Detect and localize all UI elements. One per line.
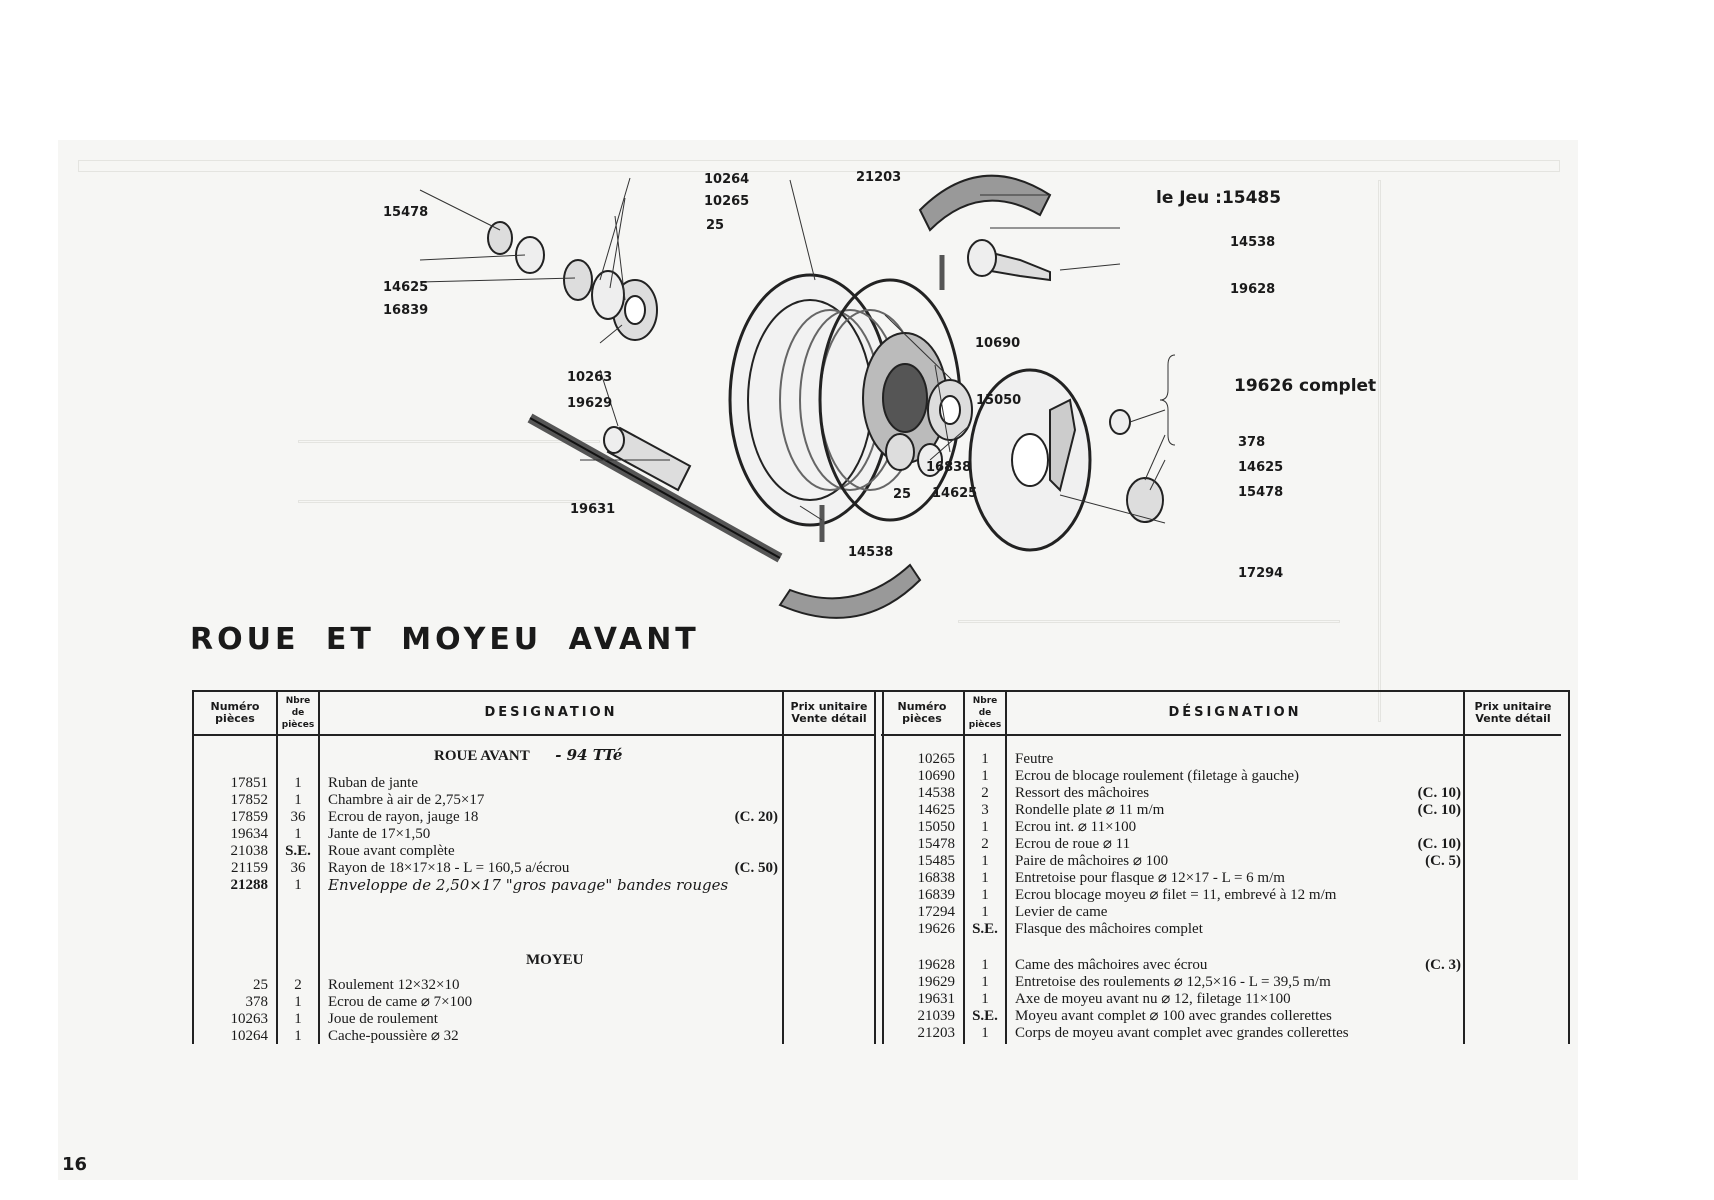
parts-table-right xyxy=(881,692,1561,1044)
part-designation: Roulement 12×32×10 xyxy=(328,977,460,993)
part-quantity: 2 xyxy=(981,836,989,852)
part-designation: Ecrou de came ⌀ 7×100 xyxy=(328,994,473,1010)
callout-10265: 10265 xyxy=(704,194,750,209)
part-quantity: 36 xyxy=(290,860,306,876)
part-designation: Ecrou int. ⌀ 11×100 xyxy=(1015,819,1137,835)
part-number: 15050 xyxy=(917,819,955,835)
part-quantity: 1 xyxy=(981,1025,989,1041)
part-designation: Flasque des mâchoires complet xyxy=(1015,921,1203,937)
part-number: 21038 xyxy=(230,843,268,859)
callout-19626-complet: 19626 complet xyxy=(1234,376,1377,396)
part-number: 14625 xyxy=(917,802,955,818)
part-number: 21039 xyxy=(917,1008,955,1024)
part-quantity: 1 xyxy=(981,768,989,784)
part-designation: Ecrou de blocage roulement (filetage à gauche) xyxy=(1015,768,1300,784)
section-roue-avant xyxy=(434,746,622,765)
table-row xyxy=(881,973,1561,991)
part-designation: Chambre à air de 2,75×17 xyxy=(328,792,485,808)
table-row xyxy=(194,876,874,894)
part-reference: (C. 3) xyxy=(1425,957,1461,973)
part-number: 19626 xyxy=(917,921,955,937)
part-designation: Moyeu avant complet ⌀ 100 avec grandes collerettes xyxy=(1015,1008,1332,1024)
part-designation: Ressort des mâchoires xyxy=(1015,785,1150,801)
part-designation: Entretoise pour flasque ⌀ 12×17 - L = 6 m/m xyxy=(1015,870,1285,886)
header-numero: Numéro pièces xyxy=(194,692,278,736)
table-row xyxy=(881,1007,1561,1025)
part-quantity: 1 xyxy=(981,751,989,767)
part-quantity: 1 xyxy=(981,991,989,1007)
header-nbre-right: Nbre de pièces xyxy=(965,692,1007,736)
part-reference: (C. 50) xyxy=(734,860,778,876)
header-designation: DESIGNATION xyxy=(320,692,784,736)
part-designation: Ruban de jante xyxy=(328,775,418,791)
part-number: 17294 xyxy=(917,904,955,920)
part-quantity: 1 xyxy=(294,1028,302,1044)
part-reference: (C. 10) xyxy=(1417,802,1461,818)
part-number: 19629 xyxy=(917,974,955,990)
part-designation: Entretoise des roulements ⌀ 12,5×16 - L = 39,5 m/m xyxy=(1015,974,1331,990)
callout-16839: 16839 xyxy=(383,303,429,318)
part-designation: Roue avant complète xyxy=(328,843,455,859)
header-prix-right: Prix unitaire Vente détail xyxy=(1465,692,1561,736)
table-row xyxy=(881,818,1561,836)
page-title: ROUE ET MOYEU AVANT xyxy=(190,622,700,657)
part-quantity: 1 xyxy=(981,957,989,973)
callout-17294: 17294 xyxy=(1238,566,1284,581)
callout-le-jeu: le Jeu :15485 xyxy=(1156,188,1282,208)
callout-21203: 21203 xyxy=(856,170,902,185)
callout-15478-top: 15478 xyxy=(383,205,429,220)
part-reference: (C. 10) xyxy=(1417,785,1461,801)
part-number: 14538 xyxy=(917,785,955,801)
part-number: 21203 xyxy=(917,1025,955,1041)
table-row xyxy=(881,852,1561,870)
callout-25-bot: 25 xyxy=(893,487,912,502)
header-numero-right: Numéro pièces xyxy=(881,692,965,736)
section-roue-avant-sub: - 94 TTé xyxy=(555,746,623,764)
table-row xyxy=(194,774,874,792)
exploded-hub-diagram xyxy=(360,160,1300,660)
part-reference: (C. 5) xyxy=(1425,853,1461,869)
table-row xyxy=(881,835,1561,853)
table-row xyxy=(194,842,874,860)
part-number: 16839 xyxy=(917,887,955,903)
part-designation: Joue de roulement xyxy=(328,1011,438,1027)
part-number: 17851 xyxy=(230,775,268,791)
part-quantity: 2 xyxy=(294,977,302,993)
table-row xyxy=(881,750,1561,768)
callout-14538-bot: 14538 xyxy=(848,545,894,560)
table-row xyxy=(881,920,1561,938)
parts-table-left xyxy=(194,692,874,1044)
callout-14625-bot: 14625 xyxy=(1238,460,1284,475)
part-quantity: 1 xyxy=(981,974,989,990)
part-number: 21288 xyxy=(230,877,268,893)
part-quantity: S.E. xyxy=(285,843,311,859)
part-designation: Jante de 17×1,50 xyxy=(328,826,431,842)
callout-14625-top: 14625 xyxy=(383,280,429,295)
part-reference: (C. 10) xyxy=(1417,836,1461,852)
table-row xyxy=(881,869,1561,887)
part-quantity: 1 xyxy=(981,870,989,886)
callout-15478-bot: 15478 xyxy=(1238,485,1284,500)
part-designation: Feutre xyxy=(1015,751,1054,767)
part-designation: Ecrou de roue ⌀ 11 xyxy=(1015,836,1131,852)
callout-19628: 19628 xyxy=(1230,282,1276,297)
part-quantity: 3 xyxy=(981,802,989,818)
part-number: 17852 xyxy=(230,792,268,808)
part-number: 19628 xyxy=(917,957,955,973)
part-quantity: 36 xyxy=(290,809,306,825)
part-number: 21159 xyxy=(231,860,268,876)
table-row xyxy=(194,825,874,843)
part-number: 19631 xyxy=(917,991,955,1007)
header-nbre: Nbre de pièces xyxy=(278,692,320,736)
table-row xyxy=(194,1027,874,1045)
callout-19629: 19629 xyxy=(567,396,613,411)
part-number: 15485 xyxy=(917,853,955,869)
table-row xyxy=(194,993,874,1011)
header-prix: Prix unitaire Vente détail xyxy=(784,692,874,736)
part-number: 10265 xyxy=(917,751,955,767)
part-number: 25 xyxy=(253,977,268,993)
callout-10690: 10690 xyxy=(975,336,1021,351)
part-quantity: 1 xyxy=(294,877,302,893)
header-designation-right: DÉSIGNATION xyxy=(1007,692,1465,736)
part-number: 16838 xyxy=(917,870,955,886)
part-quantity: 1 xyxy=(981,904,989,920)
part-quantity: 1 xyxy=(294,775,302,791)
parts-table xyxy=(192,690,1570,1044)
table-row xyxy=(194,808,874,826)
part-quantity: 1 xyxy=(294,826,302,842)
part-quantity: 1 xyxy=(294,1011,302,1027)
table-row xyxy=(194,976,874,994)
table-row xyxy=(194,859,874,877)
part-designation: Corps de moyeu avant complet avec grandes collerettes xyxy=(1015,1025,1349,1041)
section-moyeu: MOYEU xyxy=(526,952,584,968)
part-quantity: 2 xyxy=(981,785,989,801)
table-row xyxy=(881,886,1561,904)
part-designation: Axe de moyeu avant nu ⌀ 12, filetage 11×100 xyxy=(1015,991,1291,1007)
part-quantity: 1 xyxy=(294,994,302,1010)
part-designation: Paire de mâchoires ⌀ 100 xyxy=(1015,853,1169,869)
part-number: 10264 xyxy=(230,1028,268,1044)
part-number: 10690 xyxy=(917,768,955,784)
part-quantity: 1 xyxy=(981,887,989,903)
part-designation: Rayon de 18×17×18 - L = 160,5 a/écrou xyxy=(328,860,570,876)
table-row xyxy=(194,791,874,809)
table-row xyxy=(881,956,1561,974)
callout-10263: 10263 xyxy=(567,370,613,385)
page-number: 16 xyxy=(62,1154,88,1175)
part-number: 19634 xyxy=(230,826,268,842)
part-number: 10263 xyxy=(230,1011,268,1027)
section-roue-avant-title: ROUE AVANT xyxy=(434,748,530,764)
callout-14625-mid: 14625 xyxy=(932,486,978,501)
part-quantity: S.E. xyxy=(972,921,998,937)
part-designation: Levier de came xyxy=(1015,904,1108,920)
callout-25-top: 25 xyxy=(706,218,725,233)
part-number: 15478 xyxy=(917,836,955,852)
callout-378: 378 xyxy=(1238,435,1266,450)
table-row xyxy=(881,767,1561,785)
part-designation: Enveloppe de 2,50×17 "gros pavage" bandes rouges xyxy=(328,876,729,894)
table-row xyxy=(881,990,1561,1008)
table-row xyxy=(881,1024,1561,1042)
table-row xyxy=(881,801,1561,819)
part-designation: Ecrou blocage moyeu ⌀ filet = 11, embrevé à 12 m/m xyxy=(1015,887,1337,903)
part-designation: Cache-poussière ⌀ 32 xyxy=(328,1028,459,1044)
part-designation: Came des mâchoires avec écrou xyxy=(1015,957,1208,973)
part-quantity: S.E. xyxy=(972,1008,998,1024)
callout-19631: 19631 xyxy=(570,502,616,517)
part-number: 17859 xyxy=(230,809,268,825)
callout-10264: 10264 xyxy=(704,172,750,187)
callout-16838: 16838 xyxy=(926,460,972,475)
part-quantity: 1 xyxy=(981,853,989,869)
part-number: 378 xyxy=(245,994,268,1010)
table-row xyxy=(881,784,1561,802)
part-quantity: 1 xyxy=(981,819,989,835)
table-row xyxy=(881,903,1561,921)
table-row xyxy=(194,1010,874,1028)
callout-14538-top: 14538 xyxy=(1230,235,1276,250)
part-reference: (C. 20) xyxy=(734,809,778,825)
part-designation: Rondelle plate ⌀ 11 m/m xyxy=(1015,802,1165,818)
callout-15050: 15050 xyxy=(976,393,1022,408)
part-designation: Ecrou de rayon, jauge 18 xyxy=(328,809,479,825)
part-quantity: 1 xyxy=(294,792,302,808)
